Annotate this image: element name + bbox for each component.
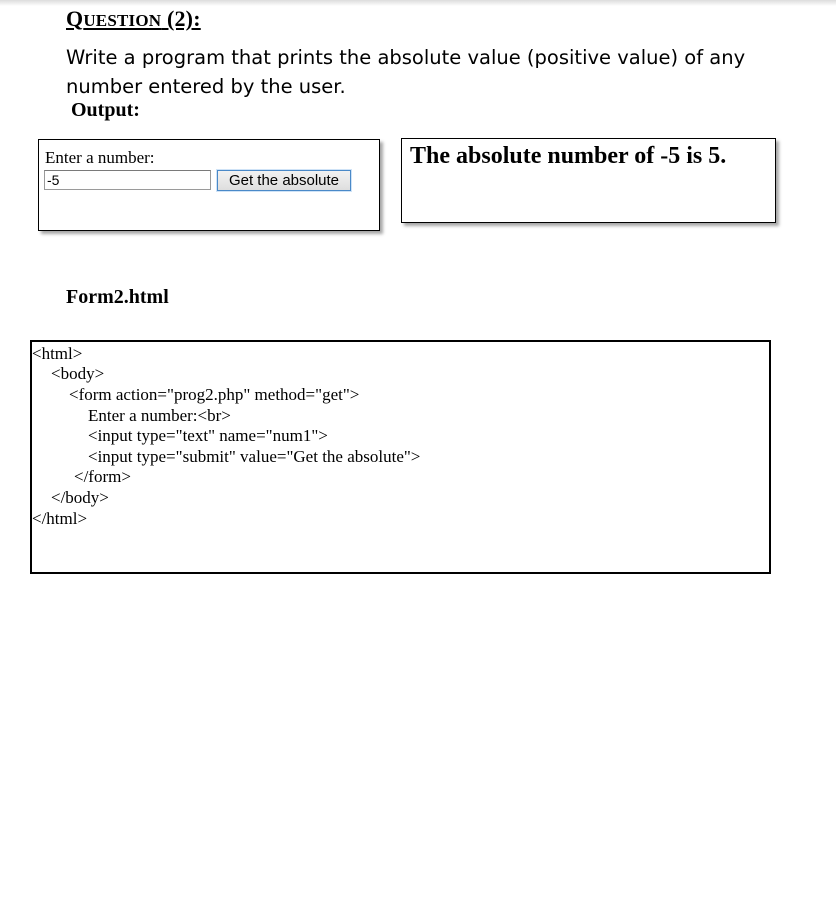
code-line: <input type="text" name="num1"> bbox=[88, 426, 328, 445]
output-label: Output: bbox=[71, 99, 140, 121]
code-line: </body> bbox=[51, 488, 109, 507]
heading-number: (2): bbox=[161, 6, 201, 31]
code-listing bbox=[30, 340, 771, 574]
code-line: <form action="prog2.php" method="get"> bbox=[69, 385, 360, 404]
code-line: <body> bbox=[51, 364, 105, 383]
get-absolute-button[interactable]: Get the absolute bbox=[217, 170, 351, 191]
code-line: <html> bbox=[32, 344, 83, 363]
code-line: <input type="submit" value="Get the absolute"> bbox=[88, 447, 421, 466]
code-line: </html> bbox=[32, 509, 88, 528]
form-number-label: Enter a number: bbox=[45, 148, 155, 167]
question-heading bbox=[66, 6, 201, 32]
code-line: Enter a number:<br> bbox=[88, 406, 231, 425]
number-input[interactable]: -5 bbox=[44, 170, 211, 190]
heading-word: UESTION bbox=[83, 11, 162, 30]
form-preview-panel bbox=[38, 139, 380, 231]
file-name: Form2.html bbox=[66, 286, 169, 308]
heading-initial: Q bbox=[66, 6, 84, 31]
result-preview-panel bbox=[401, 138, 776, 223]
code-line: </form> bbox=[74, 467, 131, 486]
question-prompt: Write a program that prints the absolute value (positive value) of any number entered by the user. bbox=[66, 46, 746, 98]
result-text: The absolute number of -5 is 5. bbox=[410, 143, 727, 169]
